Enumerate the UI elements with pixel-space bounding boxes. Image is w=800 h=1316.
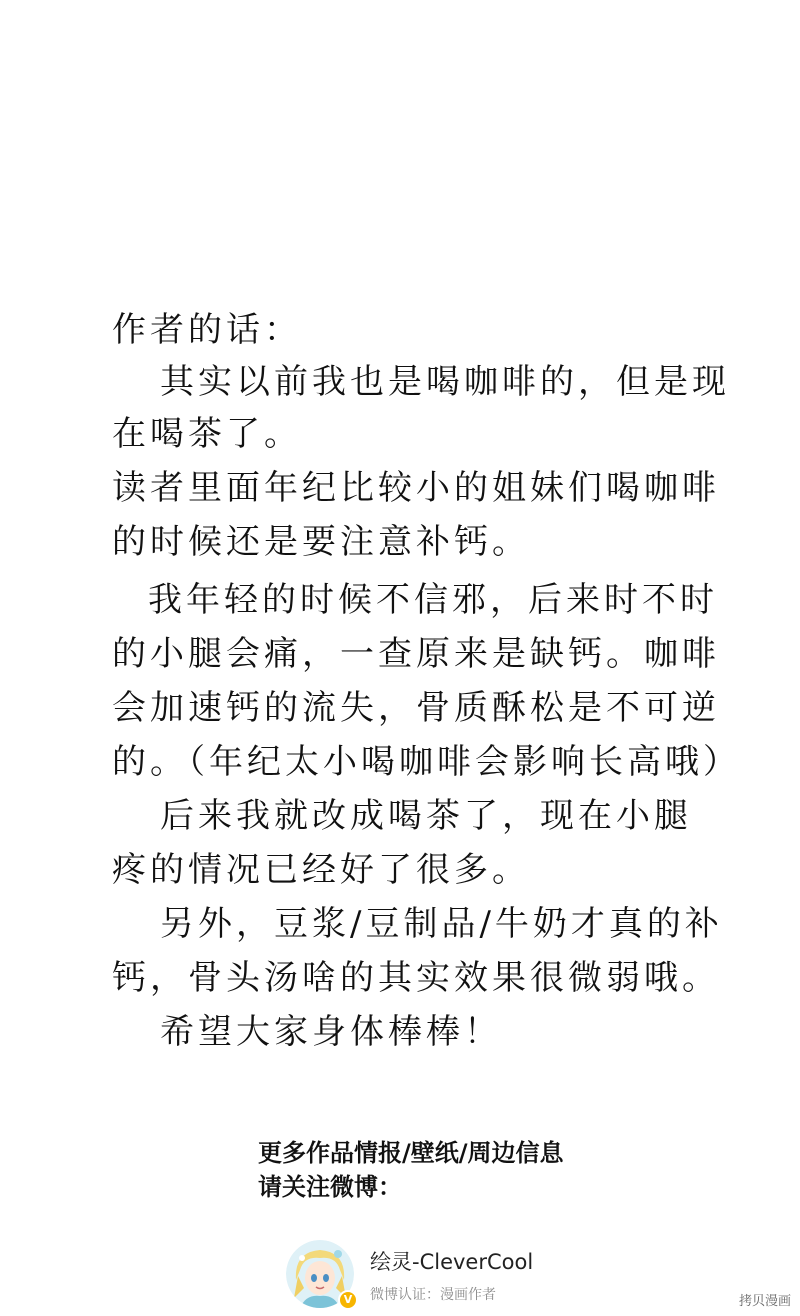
follow-info: [258, 1136, 564, 1204]
note-line: 后来我就改成喝茶了，现在小腿: [160, 796, 692, 836]
note-line: 我年轻的时候不信邪，后来时不时: [148, 580, 718, 620]
note-line: 希望大家身体棒棒！: [160, 1012, 502, 1052]
note-line: 的时候还是要注意补钙。: [112, 522, 530, 562]
weibo-account-name[interactable]: 绘灵-CleverCool: [370, 1250, 534, 1274]
note-line: 的。（年纪太小喝咖啡会影响长高哦）: [112, 742, 741, 782]
note-line: 会加速钙的流失，骨质酥松是不可逆: [112, 688, 720, 728]
follow-info-line: 请关注微博：: [258, 1173, 402, 1201]
note-line: 另外，豆浆/豆制品/牛奶才真的补: [160, 904, 723, 944]
note-line: 的小腿会痛，一查原来是缺钙。咖啡: [112, 634, 720, 674]
note-heading: 作者的话：: [112, 310, 302, 350]
note-line: 读者里面年纪比较小的姐妹们喝咖啡: [112, 468, 720, 508]
weibo-account-card[interactable]: [286, 1232, 646, 1312]
note-line: 在喝茶了。: [112, 414, 302, 454]
note-line: 其实以前我也是喝咖啡的，但是现: [160, 362, 730, 402]
note-line: 钙，骨头汤啥的其实效果很微弱哦。: [112, 958, 720, 998]
verified-badge-icon: V: [338, 1290, 358, 1310]
site-watermark: 拷贝漫画: [736, 1289, 794, 1310]
follow-info-line: 更多作品情报/壁纸/周边信息: [258, 1139, 564, 1167]
note-line: 疼的情况已经好了很多。: [112, 850, 530, 890]
weibo-verification: 微博认证：漫画作者: [370, 1287, 496, 1303]
